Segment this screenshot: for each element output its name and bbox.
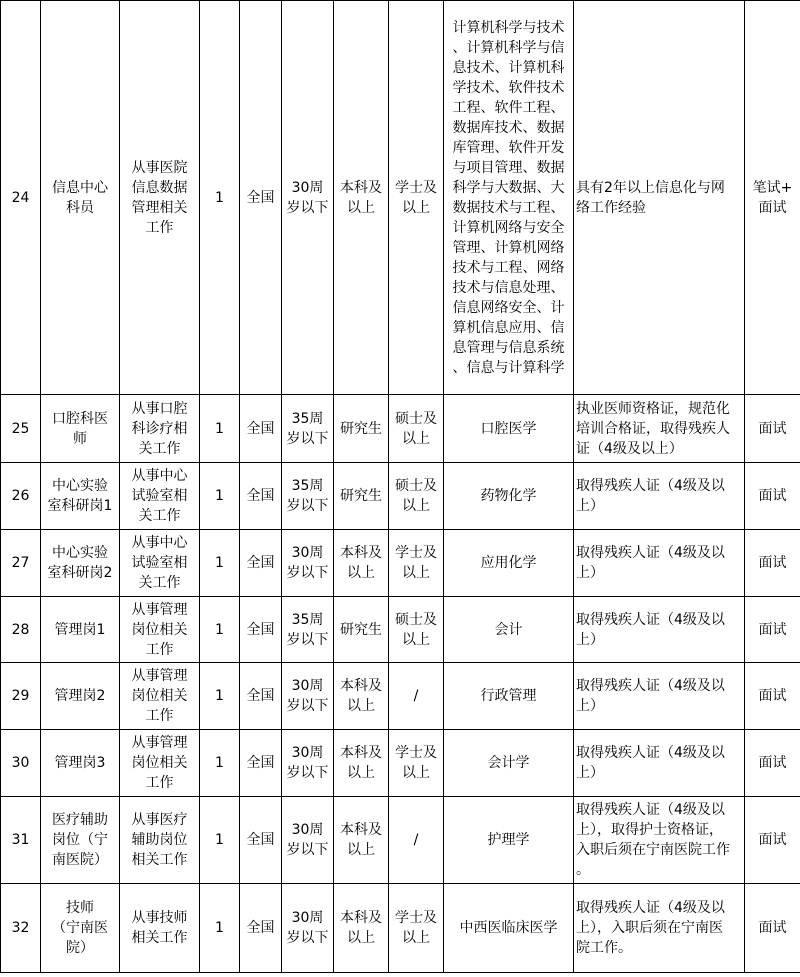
cell-text-line: 络工作经验 [576, 199, 646, 216]
cell-text-line: 学技术、软件技术 [452, 79, 565, 96]
cell-exam-method [745, 730, 800, 797]
cell-position-title [41, 797, 120, 884]
cell-position-title [41, 884, 120, 973]
cell-age-limit [282, 1, 334, 395]
cell-text-line: 口腔医学 [480, 420, 537, 437]
cell-text-line: 技术与信息处理、 [452, 279, 565, 296]
cell-text-line: 师 [73, 430, 87, 447]
cell-text-line: 中西医临床医学 [459, 920, 558, 936]
cell-recruit-scope: 全国 [240, 1, 282, 395]
cell-text-line: 、信息与计算科学 [452, 359, 565, 376]
cell-education [334, 797, 389, 884]
table-row [1, 884, 800, 973]
table-row [1, 597, 800, 663]
cell-text-line: 数据库技术、数据 [452, 119, 565, 136]
cell-text-line: 从事管理 [131, 601, 188, 618]
cell-text-line: 证（4级及以上） [576, 440, 683, 457]
cell-degree [389, 1, 444, 395]
cell-text-line: 关工作 [138, 508, 181, 524]
cell-text-line: 护理学 [487, 832, 530, 848]
cell-education [334, 463, 389, 530]
cell-text-line: 研究生 [340, 621, 382, 638]
cell-text-line: 以上 [347, 930, 375, 946]
cell-text-line: 室科研岗1 [47, 498, 113, 514]
cell-text-line: 南医院） [52, 852, 108, 868]
cell-text-line: 息技术、计算机科 [452, 59, 565, 76]
cell-text-line: 科员 [66, 199, 94, 216]
cell-text-line: 工程、软件工程、 [452, 99, 565, 116]
cell-text-line: 以上 [402, 565, 430, 581]
cell-text-line: 从事医院 [131, 159, 188, 176]
cell-text-line: 院） [66, 940, 94, 956]
cell-text-line: / [413, 688, 419, 704]
cell-exam-method [745, 463, 800, 530]
cell-text-line: 培训合格证，取得残疾人 [576, 420, 730, 437]
cell-text-line: 信息数据 [131, 179, 188, 196]
cell-text-line: 工作 [145, 708, 174, 724]
cell-text-line: 试验室相 [131, 555, 188, 571]
cell-text-line: 会计学 [487, 755, 530, 771]
cell-degree [389, 395, 444, 463]
cell-position-title [41, 530, 120, 597]
cell-text-line: 学士及 [395, 910, 437, 926]
cell-text-line: 面试 [758, 688, 787, 704]
cell-text-line: 息管理与信息系统 [452, 339, 565, 356]
cell-text-line: 。 [576, 862, 590, 878]
cell-text-line: 岁以下 [286, 930, 329, 946]
cell-headcount: 1 [200, 797, 240, 884]
cell-text-line: 面试 [758, 920, 787, 936]
cell-recruit-scope: 全国 [240, 797, 282, 884]
cell-degree [389, 663, 444, 730]
cell-major [444, 530, 574, 597]
cell-text-line: 药物化学 [480, 488, 537, 504]
cell-text-line: 行政管理 [480, 688, 537, 704]
cell-text-line: 岁以下 [286, 842, 329, 858]
cell-text-line: 口腔科医 [52, 410, 108, 427]
cell-exam-method [745, 597, 800, 663]
cell-text-line: 硕士及 [395, 611, 437, 628]
cell-text-line: 算机信息应用、信 [452, 319, 565, 336]
cell-text-line: 以上 [347, 565, 375, 581]
cell-age-limit [282, 884, 334, 973]
cell-text-line: 管理、计算机网络 [452, 239, 565, 256]
cell-text-line: 以上 [402, 930, 430, 946]
table-row [1, 797, 800, 884]
cell-exam-method [745, 884, 800, 973]
cell-requirements [574, 530, 745, 597]
cell-major [444, 463, 574, 530]
cell-text-line: 30周 [291, 822, 324, 838]
cell-text-line: 以上 [347, 765, 375, 781]
cell-text-line: 取得残疾人证（4级及以 [576, 678, 725, 694]
cell-duty [120, 597, 200, 663]
cell-education [334, 530, 389, 597]
cell-number: 31 [1, 797, 41, 884]
cell-text-line: 研究生 [340, 420, 382, 437]
cell-text-line: 院工作。 [576, 940, 632, 956]
cell-text-line: 以上 [402, 199, 430, 216]
cell-education [334, 730, 389, 797]
cell-position-title [41, 663, 120, 730]
cell-recruit-scope: 全国 [240, 463, 282, 530]
cell-text-line: 本科及 [340, 910, 382, 926]
cell-position-title [41, 597, 120, 663]
cell-text-line: 30周 [291, 678, 324, 694]
cell-text-line: 入职后须在宁南医院工作 [576, 842, 730, 858]
cell-text-line: 上） [576, 498, 604, 514]
cell-age-limit [282, 663, 334, 730]
cell-age-limit [282, 597, 334, 663]
cell-text-line: 上） [576, 631, 604, 648]
cell-text-line: / [413, 832, 419, 848]
cell-recruit-scope: 全国 [240, 530, 282, 597]
cell-degree [389, 530, 444, 597]
table-row [1, 530, 800, 597]
cell-text-line: 医疗辅助 [52, 812, 108, 828]
cell-text-line: 30周 [291, 179, 324, 196]
cell-age-limit [282, 730, 334, 797]
cell-requirements [574, 797, 745, 884]
cell-text-line: 数据技术与工程、 [452, 199, 565, 216]
cell-text-line: 管理岗1 [54, 621, 106, 638]
cell-number: 27 [1, 530, 41, 597]
cell-text-line: 从事技师 [131, 910, 188, 926]
cell-text-line: 应用化学 [480, 555, 537, 571]
cell-number: 30 [1, 730, 41, 797]
cell-text-line: 以上 [347, 199, 375, 216]
cell-requirements [574, 463, 745, 530]
cell-text-line: 关工作 [138, 440, 181, 457]
cell-headcount: 1 [200, 463, 240, 530]
cell-text-line: 本科及 [340, 745, 382, 761]
table-row [1, 663, 800, 730]
cell-text-line: 岗位（宁 [52, 832, 108, 848]
cell-text-line: 技术与工程、网络 [452, 259, 565, 276]
cell-recruit-scope: 全国 [240, 395, 282, 463]
cell-position-title [41, 730, 120, 797]
cell-major [444, 597, 574, 663]
cell-text-line: 面试 [758, 420, 787, 437]
cell-text-line: 本科及 [340, 822, 382, 838]
cell-text-line: 以上 [347, 842, 375, 858]
cell-requirements [574, 884, 745, 973]
table-row [1, 1, 800, 395]
cell-text-line: 面试 [758, 832, 787, 848]
cell-exam-method [745, 530, 800, 597]
table-row [1, 730, 800, 797]
cell-major [444, 663, 574, 730]
cell-text-line: 岁以下 [286, 765, 329, 781]
table-row [1, 395, 800, 463]
cell-degree [389, 730, 444, 797]
cell-text-line: 工作 [145, 219, 174, 236]
cell-text-line: 以上 [402, 430, 430, 447]
cell-text-line: 岗位相关 [131, 688, 188, 704]
cell-text-line: 本科及 [340, 179, 382, 196]
cell-headcount: 1 [200, 884, 240, 973]
cell-text-line: 计算机网络与安全 [452, 219, 565, 236]
cell-text-line: 学士及 [395, 179, 437, 196]
cell-age-limit [282, 797, 334, 884]
cell-recruit-scope: 全国 [240, 597, 282, 663]
cell-degree [389, 463, 444, 530]
cell-text-line: 执业医师资格证，规范化 [576, 400, 730, 417]
cell-text-line: 管理岗2 [54, 688, 106, 704]
cell-text-line: 从事口腔 [131, 400, 188, 417]
cell-text-line: 室科研岗2 [47, 565, 113, 581]
cell-text-line: 岁以下 [286, 430, 329, 447]
cell-text-line: 30周 [291, 545, 324, 561]
cell-duty [120, 1, 200, 395]
cell-number: 29 [1, 663, 41, 730]
cell-position-title [41, 1, 120, 395]
cell-requirements [574, 597, 745, 663]
cell-major [444, 395, 574, 463]
cell-exam-method [745, 1, 800, 395]
cell-education [334, 884, 389, 973]
cell-duty [120, 797, 200, 884]
cell-text-line: 中心实验 [52, 478, 108, 494]
cell-education [334, 1, 389, 395]
cell-number: 32 [1, 884, 41, 973]
cell-text-line: 管理岗3 [54, 755, 106, 771]
cell-text-line: 35周 [291, 611, 324, 628]
cell-degree [389, 597, 444, 663]
cell-education [334, 395, 389, 463]
cell-text-line: 硕士及 [395, 410, 437, 427]
cell-text-line: 笔试+ [752, 179, 793, 196]
cell-text-line: 会计 [494, 621, 523, 638]
cell-text-line: 上），入职后须在宁南医 [576, 920, 723, 936]
cell-text-line: 30周 [291, 910, 324, 926]
cell-requirements [574, 395, 745, 463]
cell-headcount: 1 [200, 395, 240, 463]
cell-text-line: 硕士及 [395, 478, 437, 494]
cell-text-line: 岗位相关 [131, 755, 188, 771]
cell-text-line: 取得残疾人证（4级及以 [576, 611, 725, 628]
cell-text-line: 具有2年以上信息化与网 [576, 179, 725, 196]
cell-text-line: 以上 [402, 765, 430, 781]
cell-position-title [41, 395, 120, 463]
cell-text-line: 面试 [758, 555, 787, 571]
cell-text-line: （宁南医 [52, 920, 108, 936]
cell-number: 24 [1, 1, 41, 395]
cell-text-line: 岁以下 [286, 631, 329, 648]
cell-text-line: 岗位相关 [131, 621, 188, 638]
cell-text-line: 计算机科学与技术 [452, 19, 565, 36]
cell-duty [120, 395, 200, 463]
cell-text-line: 学士及 [395, 745, 437, 761]
cell-text-line: 本科及 [340, 545, 382, 561]
cell-text-line: 岁以下 [286, 498, 329, 514]
cell-text-line: 相关工作 [131, 852, 188, 868]
table-body [1, 1, 800, 973]
cell-major [444, 1, 574, 395]
cell-text-line: 工作 [145, 775, 174, 791]
cell-text-line: 取得残疾人证（4级及以 [576, 802, 725, 818]
cell-text-line: 岁以下 [286, 565, 329, 581]
cell-text-line: 科学与大数据、大 [452, 179, 565, 196]
cell-text-line: 信息中心 [52, 179, 108, 196]
cell-text-line: 上），取得护士资格证， [576, 822, 723, 838]
cell-text-line: 、计算机科学与信 [452, 39, 565, 56]
cell-age-limit [282, 463, 334, 530]
cell-text-line: 面试 [758, 621, 787, 638]
cell-duty [120, 884, 200, 973]
cell-text-line: 面试 [758, 755, 787, 771]
cell-text-line: 从事中心 [131, 535, 188, 551]
cell-major [444, 730, 574, 797]
cell-text-line: 本科及 [340, 678, 382, 694]
cell-recruit-scope: 全国 [240, 730, 282, 797]
cell-text-line: 工作 [145, 641, 174, 658]
cell-requirements [574, 730, 745, 797]
cell-text-line: 相关工作 [131, 930, 188, 946]
cell-text-line: 与项目管理、数据 [452, 159, 565, 176]
cell-position-title [41, 463, 120, 530]
cell-number: 28 [1, 597, 41, 663]
cell-text-line: 岁以下 [286, 199, 329, 216]
cell-text-line: 上） [576, 765, 604, 781]
cell-number: 26 [1, 463, 41, 530]
cell-text-line: 面试 [758, 199, 787, 216]
cell-major [444, 884, 574, 973]
cell-text-line: 35周 [291, 410, 324, 427]
cell-degree [389, 797, 444, 884]
cell-requirements [574, 1, 745, 395]
cell-exam-method [745, 663, 800, 730]
cell-age-limit [282, 530, 334, 597]
cell-duty [120, 463, 200, 530]
cell-text-line: 取得残疾人证（4级及以 [576, 900, 725, 916]
cell-requirements [574, 663, 745, 730]
cell-education [334, 597, 389, 663]
cell-text-line: 试验室相 [131, 488, 188, 504]
cell-education [334, 663, 389, 730]
cell-text-line: 技师 [66, 900, 94, 916]
cell-text-line: 从事管理 [131, 735, 188, 751]
cell-text-line: 中心实验 [52, 545, 108, 561]
cell-duty [120, 530, 200, 597]
cell-text-line: 以上 [402, 631, 430, 648]
cell-text-line: 信息网络安全、计 [452, 299, 565, 316]
cell-text-line: 30周 [291, 745, 324, 761]
cell-text-line: 辅助岗位 [131, 832, 188, 848]
cell-headcount: 1 [200, 1, 240, 395]
cell-text-line: 上） [576, 565, 604, 581]
cell-text-line: 研究生 [340, 488, 382, 504]
cell-text-line: 以上 [347, 698, 375, 714]
cell-duty [120, 663, 200, 730]
cell-text-line: 岁以下 [286, 698, 329, 714]
cell-text-line: 取得残疾人证（4级及以 [576, 545, 725, 561]
cell-text-line: 从事中心 [131, 468, 188, 484]
cell-exam-method [745, 395, 800, 463]
cell-headcount: 1 [200, 530, 240, 597]
cell-headcount: 1 [200, 597, 240, 663]
cell-text-line: 库管理、软件开发 [452, 139, 565, 156]
cell-recruit-scope: 全国 [240, 663, 282, 730]
cell-text-line: 关工作 [138, 575, 181, 591]
cell-exam-method [745, 797, 800, 884]
cell-text-line: 取得残疾人证（4级及以 [576, 478, 725, 494]
cell-text-line: 从事管理 [131, 668, 188, 684]
cell-text-line: 上） [576, 698, 604, 714]
cell-text-line: 取得残疾人证（4级及以 [576, 745, 725, 761]
cell-recruit-scope: 全国 [240, 884, 282, 973]
cell-text-line: 面试 [758, 488, 787, 504]
table-row [1, 463, 800, 530]
cell-degree [389, 884, 444, 973]
cell-text-line: 35周 [291, 478, 324, 494]
cell-major [444, 797, 574, 884]
cell-text-line: 从事医疗 [131, 812, 188, 828]
cell-headcount: 1 [200, 730, 240, 797]
cell-age-limit [282, 395, 334, 463]
cell-text-line: 管理相关 [131, 199, 188, 216]
cell-duty [120, 730, 200, 797]
cell-text-line: 以上 [402, 498, 430, 514]
cell-headcount: 1 [200, 663, 240, 730]
cell-number: 25 [1, 395, 41, 463]
cell-text-line: 科诊疗相 [131, 420, 188, 437]
cell-text-line: 学士及 [395, 545, 437, 561]
